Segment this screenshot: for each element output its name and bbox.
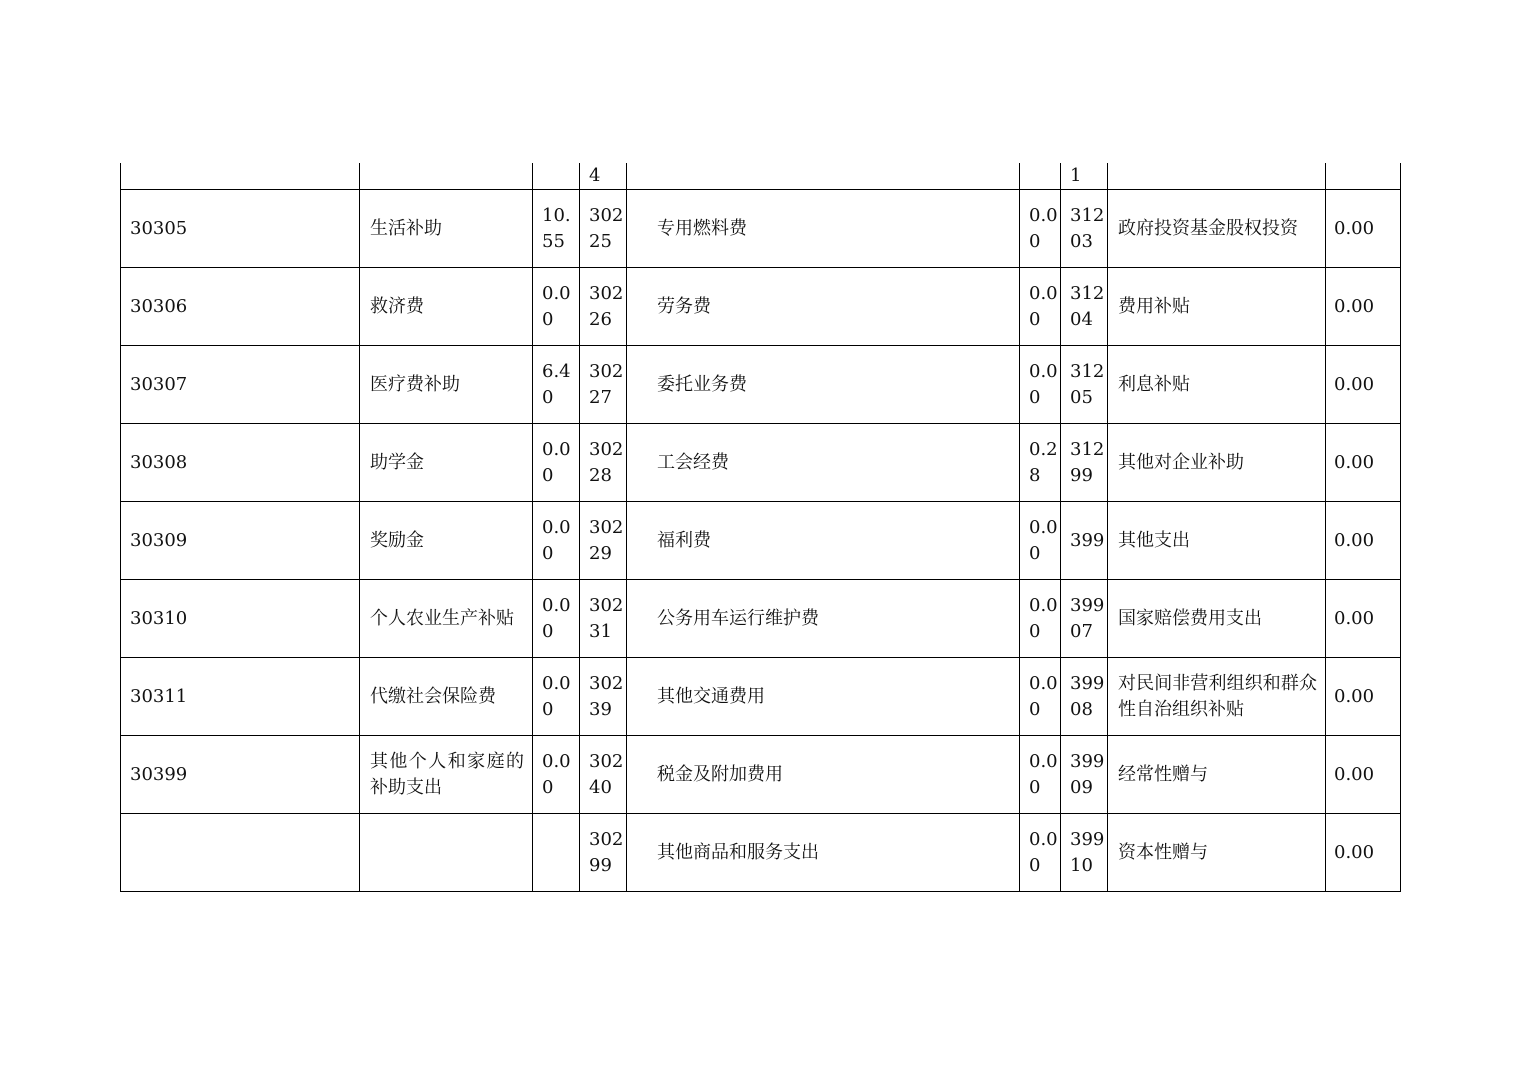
econ-code-cell: 39907: [1061, 580, 1108, 658]
econ-code-cell: 30308: [121, 424, 360, 502]
amount-cell: 0.00: [1020, 190, 1061, 268]
table-row: [121, 658, 1401, 736]
amount-cell: 0.28: [1020, 424, 1061, 502]
econ-code-cell: 30240: [580, 736, 627, 814]
amount-cell: 0.00: [1326, 736, 1401, 814]
amount-cell: 0.00: [1326, 580, 1401, 658]
item-name-cell: 公务用车运行维护费: [627, 580, 1020, 658]
econ-code-cell: 30310: [121, 580, 360, 658]
econ-code-cell: 31204: [1061, 268, 1108, 346]
amount-cell: 0.00: [1020, 502, 1061, 580]
amount-cell: 0.00: [1326, 424, 1401, 502]
table-row: [121, 424, 1401, 502]
item-name-cell: 个人农业生产补贴: [360, 580, 533, 658]
table-row: [121, 580, 1401, 658]
amount-cell: 0.00: [1020, 268, 1061, 346]
econ-code-cell: 39908: [1061, 658, 1108, 736]
item-name-cell: [1108, 163, 1326, 190]
econ-code-cell: 30299: [580, 814, 627, 892]
item-name-cell: 国家赔偿费用支出: [1108, 580, 1326, 658]
econ-code-cell: [121, 163, 360, 190]
econ-code-cell: 30307: [121, 346, 360, 424]
item-name-cell: 其他对企业补助: [1108, 424, 1326, 502]
amount-cell: 0.00: [1020, 736, 1061, 814]
table-row: [121, 502, 1401, 580]
econ-code-cell: 31203: [1061, 190, 1108, 268]
econ-code-cell: 30239: [580, 658, 627, 736]
amount-cell: 0.00: [1326, 502, 1401, 580]
econ-code-cell: 30229: [580, 502, 627, 580]
item-name-cell: 其他个人和家庭的补助支出: [360, 736, 533, 814]
item-name-cell: 福利费: [627, 502, 1020, 580]
item-name-cell: [627, 163, 1020, 190]
econ-code-cell: 31205: [1061, 346, 1108, 424]
amount-cell: [1326, 163, 1401, 190]
econ-code-cell: 4: [580, 163, 627, 190]
table-row: [121, 268, 1401, 346]
item-name-cell: 工会经费: [627, 424, 1020, 502]
item-name-cell: 劳务费: [627, 268, 1020, 346]
econ-code-cell: 39909: [1061, 736, 1108, 814]
amount-cell: [1020, 163, 1061, 190]
amount-cell: 0.00: [533, 658, 580, 736]
item-name-cell: 奖励金: [360, 502, 533, 580]
item-name-cell: 利息补贴: [1108, 346, 1326, 424]
item-name-cell: 其他支出: [1108, 502, 1326, 580]
econ-code-cell: 30228: [580, 424, 627, 502]
table-row: [121, 346, 1401, 424]
amount-cell: 0.00: [1020, 658, 1061, 736]
econ-code-cell: 399: [1061, 502, 1108, 580]
item-name-cell: 政府投资基金股权投资: [1108, 190, 1326, 268]
amount-cell: 0.00: [1020, 814, 1061, 892]
item-name-cell: 其他商品和服务支出: [627, 814, 1020, 892]
item-name-cell: 生活补助: [360, 190, 533, 268]
econ-code-cell: 30225: [580, 190, 627, 268]
econ-code-cell: 30309: [121, 502, 360, 580]
item-name-cell: 代缴社会保险费: [360, 658, 533, 736]
amount-cell: 0.00: [533, 736, 580, 814]
item-name-cell: 委托业务费: [627, 346, 1020, 424]
amount-cell: 0.00: [1020, 580, 1061, 658]
amount-cell: 0.00: [533, 502, 580, 580]
econ-code-cell: 30305: [121, 190, 360, 268]
item-name-cell: 专用燃料费: [627, 190, 1020, 268]
econ-code-cell: 30226: [580, 268, 627, 346]
item-name-cell: 税金及附加费用: [627, 736, 1020, 814]
econ-code-cell: [121, 814, 360, 892]
amount-cell: [533, 163, 580, 190]
item-name-cell: 救济费: [360, 268, 533, 346]
amount-cell: 0.00: [1020, 346, 1061, 424]
amount-cell: 0.00: [1326, 268, 1401, 346]
item-name-cell: [360, 163, 533, 190]
amount-cell: 0.00: [1326, 658, 1401, 736]
table-row-continued: [121, 163, 1401, 190]
amount-cell: 6.40: [533, 346, 580, 424]
table-row: [121, 814, 1401, 892]
budget-table: [120, 163, 1401, 892]
econ-code-cell: 30231: [580, 580, 627, 658]
amount-cell: [533, 814, 580, 892]
item-name-cell: [360, 814, 533, 892]
amount-cell: 0.00: [533, 580, 580, 658]
item-name-cell: 费用补贴: [1108, 268, 1326, 346]
table-row: [121, 736, 1401, 814]
amount-cell: 0.00: [1326, 346, 1401, 424]
amount-cell: 0.00: [1326, 190, 1401, 268]
item-name-cell: 其他交通费用: [627, 658, 1020, 736]
econ-code-cell: 1: [1061, 163, 1108, 190]
amount-cell: 0.00: [533, 424, 580, 502]
table-row: [121, 190, 1401, 268]
item-name-cell: 资本性赠与: [1108, 814, 1326, 892]
econ-code-cell: 30399: [121, 736, 360, 814]
econ-code-cell: 39910: [1061, 814, 1108, 892]
econ-code-cell: 30311: [121, 658, 360, 736]
amount-cell: 0.00: [1326, 814, 1401, 892]
amount-cell: 10.55: [533, 190, 580, 268]
item-name-cell: 经常性赠与: [1108, 736, 1326, 814]
econ-code-cell: 31299: [1061, 424, 1108, 502]
amount-cell: 0.00: [533, 268, 580, 346]
item-name-cell: 助学金: [360, 424, 533, 502]
item-name-cell: 医疗费补助: [360, 346, 533, 424]
item-name-cell: 对民间非营利组织和群众性自治组织补贴: [1108, 658, 1326, 736]
econ-code-cell: 30227: [580, 346, 627, 424]
econ-code-cell: 30306: [121, 268, 360, 346]
